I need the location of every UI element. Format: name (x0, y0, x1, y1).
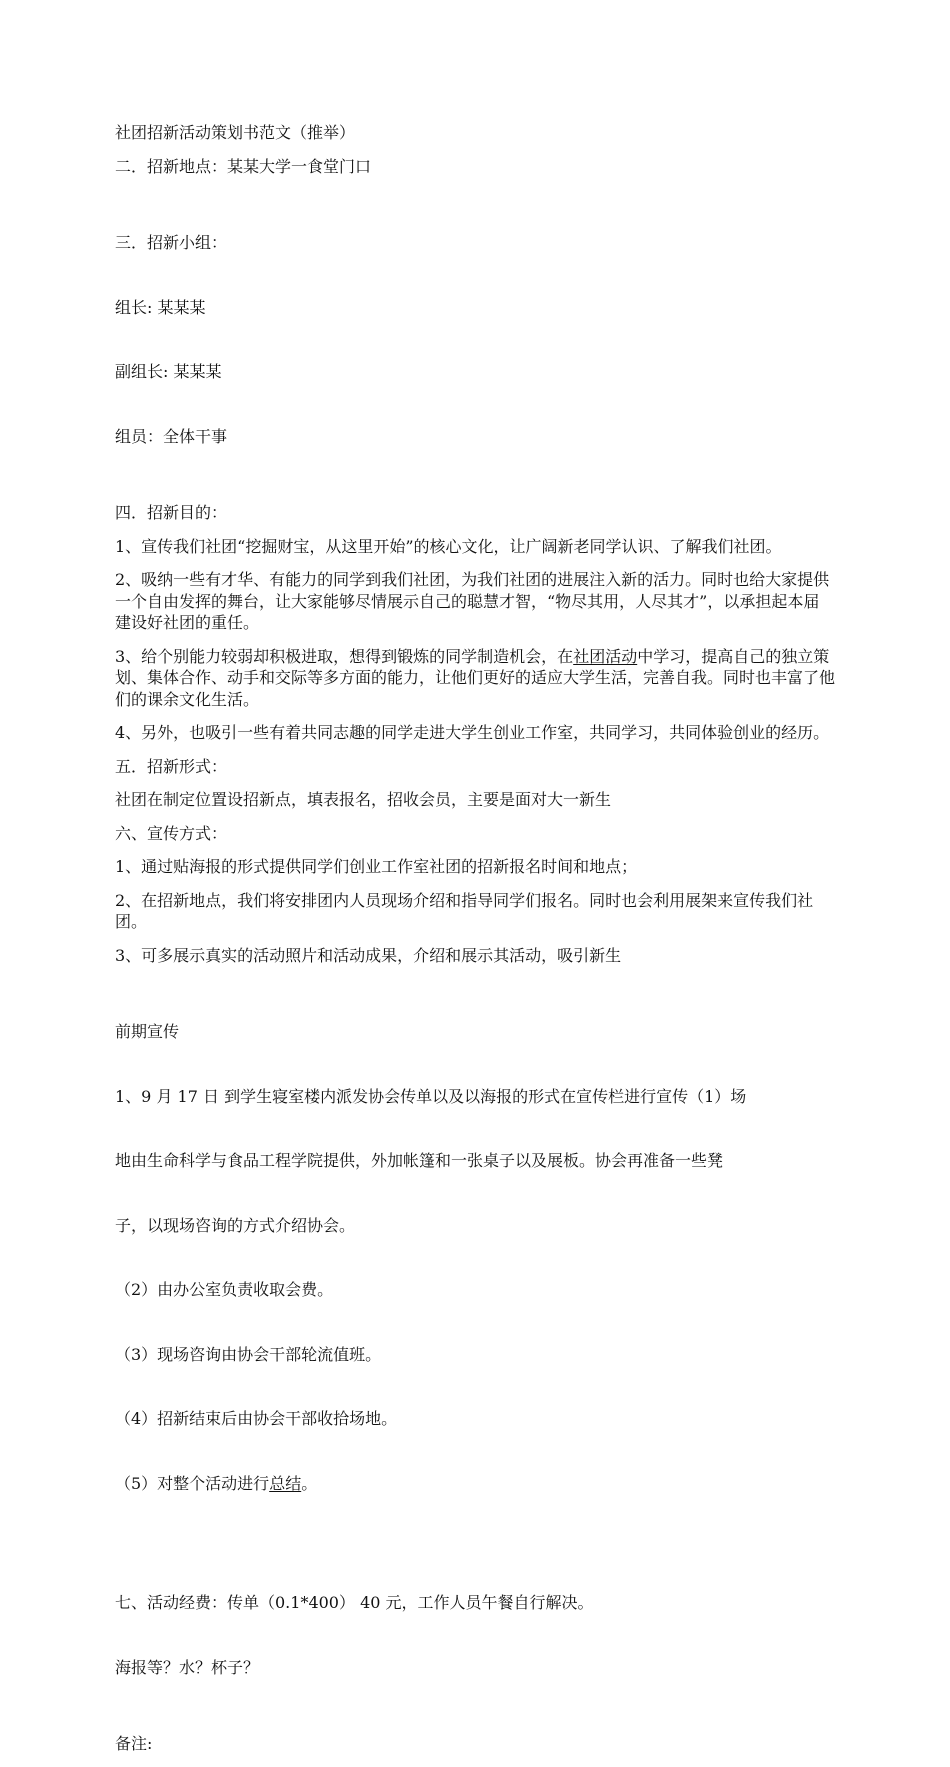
summary-link[interactable]: 总结 (269, 1473, 302, 1493)
note-label: 备注: (115, 1734, 153, 1753)
section-budget (115, 1549, 835, 1721)
team-vice-leader: 副组长: 某某某 (115, 362, 222, 381)
budget-line-2: 海报等？水？杯子？ (115, 1657, 260, 1677)
purpose-paragraph-1: 1、宣传我们社团“挖掘财宝，从这里开始”的核心文化，让广阔新老同学认识、了解我们社团。 (115, 536, 782, 556)
purpose-paragraph-3-start: 3、给个别能力较弱却积极进取，想得到锻炼的同学制造机会，在 (115, 646, 574, 666)
early-promotion-line-7-start: （5）对整个活动进行 (115, 1473, 270, 1493)
purpose-paragraph-3 (115, 646, 835, 711)
early-promotion-heading: 前期宣传 (115, 1022, 180, 1041)
section-form-heading: 五．招新形式： (115, 756, 228, 776)
early-promotion-line-7-end: 。 (301, 1473, 318, 1493)
early-promotion-line-1: 1、9 月 17 日 到学生寝室楼内派发协会传单以及以海报的形式在宣传栏进行宣传（1）场 (115, 1086, 747, 1106)
section-team (115, 189, 835, 490)
early-promotion-line-6: （4）招新结束后由协会干部收拾场地。 (115, 1409, 398, 1428)
budget-line-1: 七、活动经费：传单（0.1*400） 40 元，工作人员午餐自行解决。 (115, 1593, 594, 1612)
form-paragraph: 社团在制定位置设招新点，填表报名，招收会员，主要是面对大一新生 (115, 790, 612, 809)
promotion-paragraph-2: 2、在招新地点，我们将安排团内人员现场介绍和指导同学们报名。同时也会利用展架来宣传我们社团。 (115, 890, 814, 931)
early-promotion-line-7 (115, 1473, 835, 1495)
section-promotion-heading: 六、宣传方式： (115, 823, 228, 843)
team-heading: 三．招新小组： (115, 233, 228, 252)
team-leader: 组长: 某某某 (115, 297, 206, 317)
purpose-paragraph-2: 2、吸纳一些有才华、有能力的同学到我们社团，为我们社团的进展注入新的活力。同时也给大家提供一个自由发挥的舞台，让大家能够尽情展示自己的聪慧才智，“物尽其用，人尽其才”，以承担起本届建设好社团的重任。 (115, 570, 830, 632)
section-purpose-heading: 四．招新目的： (115, 503, 228, 522)
promotion-paragraph-3: 3、可多展示真实的活动照片和活动成果，介绍和展示其活动，吸引新生 (115, 945, 622, 965)
early-promotion-line-3: 子，以现场咨询的方式介绍协会。 (115, 1215, 356, 1235)
purpose-paragraph-4: 4、另外，也吸引一些有着共同志趣的同学走进大学生创业工作室，共同学习，共同体验创业的经历。 (115, 723, 830, 742)
section-early-promotion (115, 978, 835, 1537)
purpose-paragraph-3-end: 中学习，提高自己的独立策划、集体合作、动手和交际等多方面的能力，让他们更好的适应大学生活，完善自我。同时也丰富了他们的课余文化生活。 (115, 646, 836, 709)
document-title: 社团招新活动策划书范文（推举） (115, 123, 356, 142)
document-body (115, 122, 835, 1767)
club-activity-link[interactable]: 社团活动 (573, 646, 638, 666)
early-promotion-line-5: （3）现场咨询由协会干部轮流值班。 (115, 1344, 382, 1364)
early-promotion-line-2: 地由生命科学与食品工程学院提供，外加帐篷和一张桌子以及展板。协会再准备一些凳 (115, 1151, 724, 1170)
team-members: 组员：全体干事 (115, 426, 228, 446)
promotion-paragraph-1: 1、通过贴海报的形式提供同学们创业工作室社团的招新报名时间和地点； (115, 857, 638, 876)
early-promotion-line-4: （2）由办公室负责收取会费。 (115, 1280, 334, 1299)
section-location: 二．招新地点：某某大学一食堂门口 (115, 156, 372, 176)
